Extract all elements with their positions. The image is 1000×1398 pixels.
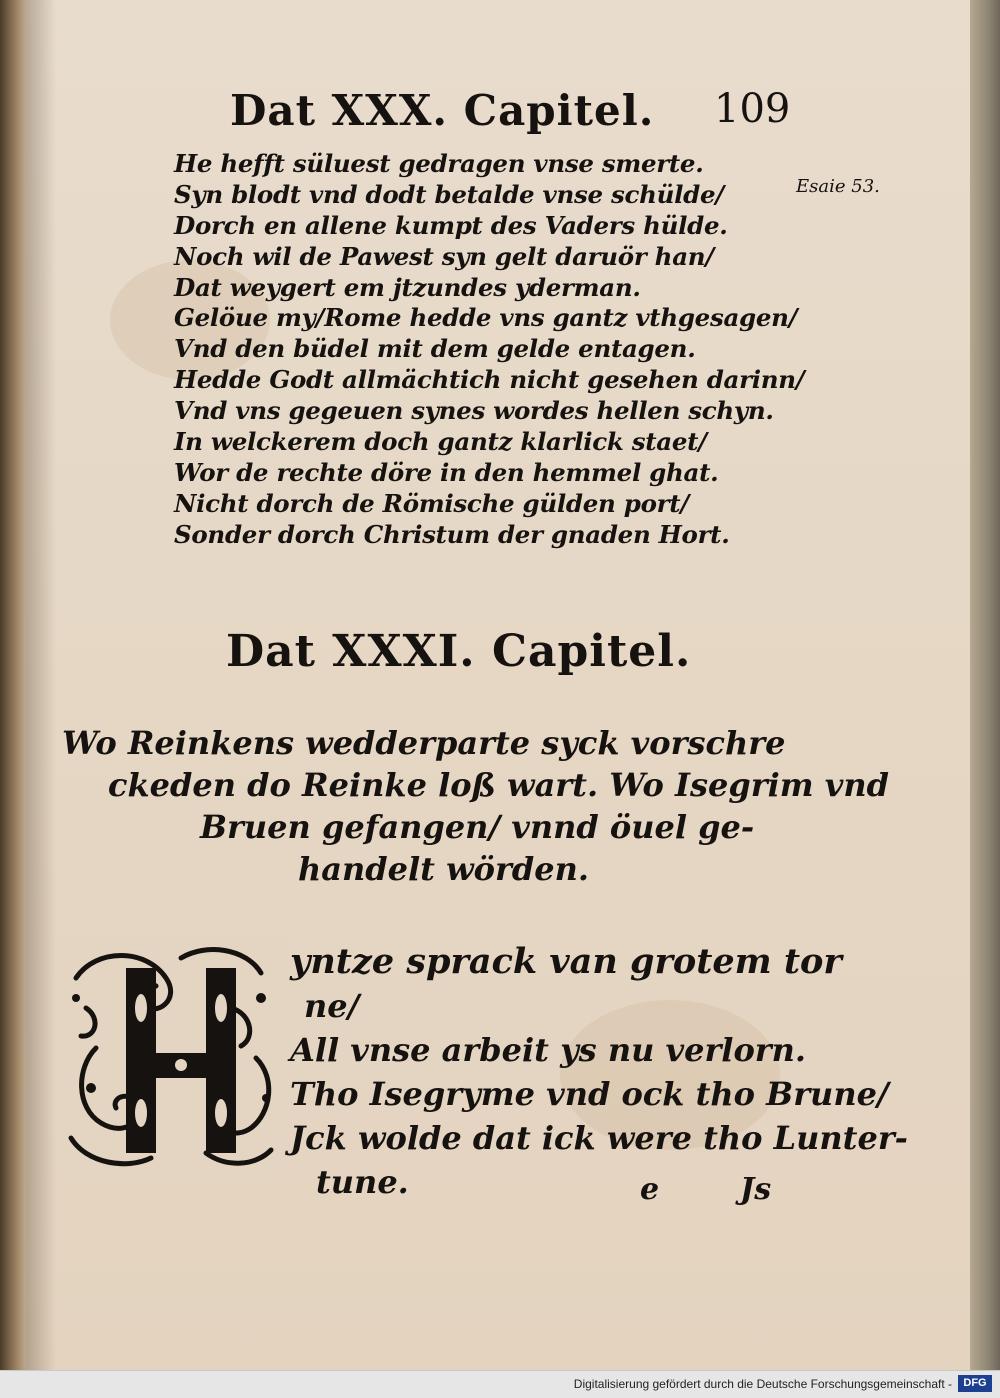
body-line: Tho Isegryme vnd ock tho Brune/ xyxy=(290,1075,889,1113)
chapter-heading: Dat XXXI. Capitel. xyxy=(226,626,692,677)
body-line: Jck wolde dat ick were tho Lunter- xyxy=(290,1119,908,1157)
summary-line: Bruen gefangen/ vnnd öuel ge- xyxy=(200,808,755,846)
chapter-summary xyxy=(62,722,889,890)
verse-line: Nicht dorch de Römische gülden port/ xyxy=(174,488,689,518)
body-line: yntze sprack van grotem tor xyxy=(290,941,842,982)
gutter-shadow xyxy=(26,0,56,1370)
verse-line: Vnd vns gegeuen synes wordes hellen schyn. xyxy=(174,396,774,426)
verse-line: Syn blodt vnd dodt betalde vnse schülde/ xyxy=(174,179,724,209)
verse-line: Wor de rechte döre in den hemmel ghat. xyxy=(174,457,719,487)
page-edge xyxy=(970,0,1000,1370)
page-number: 109 xyxy=(714,86,791,132)
signature-mark: e xyxy=(640,1172,660,1207)
summary-line: handelt wörden. xyxy=(298,850,589,888)
margin-note: Esaie 53. xyxy=(796,176,880,197)
verse-line: He hefft süluest gedragen vnse smerte. xyxy=(174,149,704,178)
verse-line: Dorch en allene kumpt des Vaders hülde. xyxy=(174,210,728,240)
summary-line: ckeden do Reinke loß wart. Wo Isegrim vnd xyxy=(108,766,889,804)
body-text xyxy=(290,940,908,1204)
verse-line: Vnd den büdel mit dem gelde entagen. xyxy=(174,334,696,364)
verse-block xyxy=(174,149,804,551)
verse-line: Noch wil de Pawest syn gelt daruör han/ xyxy=(174,241,714,271)
verse-line: Sonder dorch Christum der gnaden Hort. xyxy=(174,519,730,549)
verse-line: Gelöue my/Rome hedde vns gantz vthgesagen/ xyxy=(174,303,798,333)
decorated-initial-h-icon xyxy=(56,938,286,1176)
book-binding xyxy=(0,0,26,1397)
running-chapter-title: Dat XXX. Capitel. xyxy=(230,86,655,135)
dfg-logo-icon: DFG xyxy=(958,1375,992,1392)
footer-bar xyxy=(0,1370,1000,1398)
verse-line: Hedde Godt allmächtich nicht gesehen darinn/ xyxy=(174,365,805,395)
catchword: Js xyxy=(740,1172,772,1207)
body-line: tune. xyxy=(316,1163,409,1201)
verse-line: Dat weygert em jtzundes yderman. xyxy=(174,272,641,302)
body-line: ne/ xyxy=(304,987,360,1025)
verse-line: In welckerem doch gantz klarlick staet/ xyxy=(174,427,707,457)
footer-credit: Digitalisierung gefördert durch die Deutsche Forschungsgemeinschaft - xyxy=(573,1377,952,1391)
summary-line: Wo Reinkens wedderparte syck vorschre xyxy=(62,724,786,762)
body-line: All vnse arbeit ys nu verlorn. xyxy=(290,1031,807,1069)
